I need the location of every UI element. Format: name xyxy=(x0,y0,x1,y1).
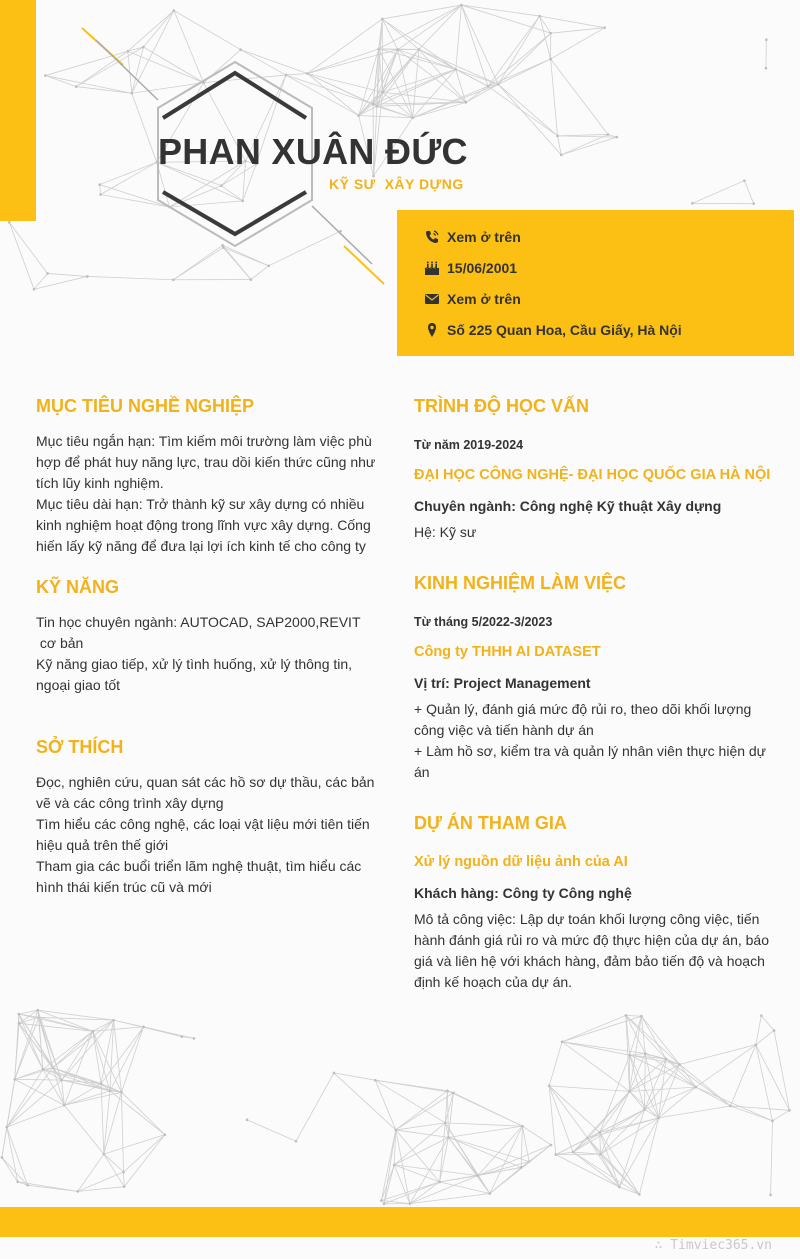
contact-phone xyxy=(424,227,521,247)
hobbies-line: Đọc, nghiên cứu, quan sát các hồ sơ dự thầu, các bản xyxy=(36,774,375,790)
hobbies-line: vẽ và các công trình xây dựng xyxy=(36,795,224,811)
experience-title: KINH NGHIỆM LÀM VIỆC xyxy=(414,573,627,593)
project-line: định kế hoạch của dự án. xyxy=(414,974,573,990)
contact-birthday-text: 15/06/2001 xyxy=(447,260,518,276)
candidate-name: PHAN XUÂN ĐỨC xyxy=(158,131,468,172)
watermark: ∴ Timviec365.vn xyxy=(654,1238,772,1253)
hobbies-line: Tham gia các buổi triển lãm nghệ thuật, tìm hiểu các xyxy=(36,858,362,874)
objective-line: kinh nghiệm hoạt động trong lĩnh vực xây dựng. Cống xyxy=(36,517,371,533)
project-text xyxy=(414,909,769,993)
skills-line: cơ bản xyxy=(36,635,84,651)
experience-line: án xyxy=(414,764,430,780)
objective-text xyxy=(36,431,375,557)
experience-company: Công ty THHH AI DATASET xyxy=(414,644,601,660)
project-line: giá và liên hệ với khách hàng, đảm bảo tiến độ và hoạch xyxy=(414,953,765,969)
skills-title: KỸ NĂNG xyxy=(36,577,120,597)
education-school: ĐẠI HỌC CÔNG NGHỆ- ĐẠI HỌC QUỐC GIA HÀ NỘI xyxy=(414,467,771,483)
education-system: Hệ: Kỹ sư xyxy=(414,524,477,540)
hobbies-line: Tìm hiểu các công nghệ, các loại vật liệu mới tiên tiến xyxy=(36,816,370,832)
experience-line: công việc và tiến hành dự án xyxy=(414,722,594,738)
skills-line: ngoại giao tốt xyxy=(36,677,121,693)
contact-phone-text: Xem ở trên xyxy=(447,229,521,245)
project-client: Khách hàng: Công ty Công nghệ xyxy=(414,885,632,901)
objective-title: MỤC TIÊU NGHỀ NGHIỆP xyxy=(36,396,255,416)
hobbies-line: hình thái kiến trúc cũ và mới xyxy=(36,879,212,895)
footer-accent-bar xyxy=(0,1207,800,1237)
job-title: KỸ SƯ XÂY DỰNG xyxy=(329,176,464,192)
skills-line: Kỹ năng giao tiếp, xử lý tình huống, xử lý thông tin, xyxy=(36,656,353,672)
contact-box xyxy=(397,210,794,356)
objective-line: hiến lấy kỹ năng để đưa lại lợi ích kinh tế cho công ty xyxy=(36,538,366,554)
contact-address xyxy=(424,320,682,340)
education-major: Chuyên ngành: Công nghệ Kỹ thuật Xây dựng xyxy=(414,498,722,514)
skills-text xyxy=(36,612,361,696)
experience-line: + Quản lý, đánh giá mức độ rủi ro, theo dõi khối lượng xyxy=(414,701,752,717)
experience-line: + Làm hồ sơ, kiểm tra và quản lý nhân viên thực hiện dự xyxy=(414,743,767,759)
phone-icon xyxy=(424,229,440,245)
contact-address-text: Số 225 Quan Hoa, Cầu Giấy, Hà Nội xyxy=(447,322,682,338)
education-title: TRÌNH ĐỘ HỌC VẤN xyxy=(414,396,589,416)
hobbies-title: SỞ THÍCH xyxy=(36,737,124,757)
objective-line: Mục tiêu ngắn hạn: Tìm kiếm môi trường làm việc phù xyxy=(36,433,372,449)
skills-line: Tin học chuyên ngành: AUTOCAD, SAP2000,REVIT xyxy=(36,614,361,630)
experience-position: Vị trí: Project Management xyxy=(414,675,591,691)
project-name: Xử lý nguồn dữ liệu ảnh của AI xyxy=(414,854,628,870)
education-period: Từ năm 2019-2024 xyxy=(414,438,524,452)
hobbies-text xyxy=(36,772,374,898)
experience-text xyxy=(414,699,766,783)
map-marker-icon xyxy=(424,322,440,338)
contact-birthday xyxy=(424,258,517,278)
objective-line: hợp để phát huy năng lực, trau dồi kiến thức cũng như xyxy=(36,454,376,470)
objective-line: tích lũy kinh nghiệm. xyxy=(36,475,164,491)
project-line: hành đánh giá rủi ro và mức độ thực hiện của dự án, báo xyxy=(414,932,770,948)
left-accent-bar xyxy=(0,0,36,221)
contact-email-text: Xem ở trên xyxy=(447,291,521,307)
birthday-cake-icon xyxy=(424,260,440,276)
project-line: Mô tả công việc: Lập dự toán khối lượng công việc, tiến xyxy=(414,911,760,927)
contact-email xyxy=(424,289,521,309)
objective-line: Mục tiêu dài hạn: Trở thành kỹ sư xây dựng có nhiều xyxy=(36,496,365,512)
envelope-icon xyxy=(424,291,440,307)
projects-title: DỰ ÁN THAM GIA xyxy=(414,813,567,833)
experience-period: Từ tháng 5/2022-3/2023 xyxy=(414,615,553,629)
hobbies-line: hiệu quả trên thế giới xyxy=(36,837,169,853)
